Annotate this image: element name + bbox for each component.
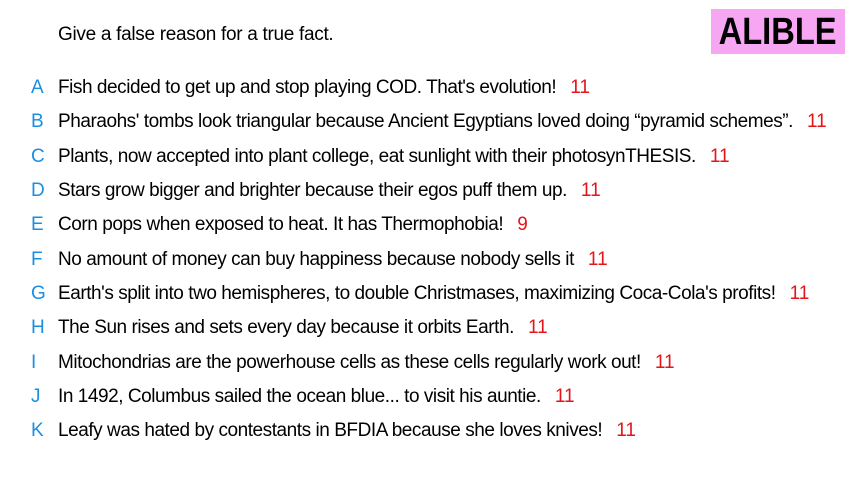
answer-text: Pharaohs' tombs look triangular because Ancient Egyptians loved doing “pyramid schemes”. — [58, 111, 794, 133]
answer-score: 11 — [554, 385, 575, 407]
answer-score: 11 — [789, 282, 810, 304]
answer-row-d[interactable] — [0, 174, 853, 208]
answer-text: The Sun rises and sets every day because it orbits Earth. — [58, 317, 514, 339]
answer-text: Fish decided to get up and stop playing COD. That's evolution! — [58, 77, 557, 99]
prompt-text: Give a false reason for a true fact. — [58, 24, 334, 45]
answer-letter: A — [31, 77, 44, 99]
answer-row-b[interactable] — [0, 105, 853, 139]
answer-letter: J — [31, 385, 41, 407]
answer-row-f[interactable] — [0, 242, 853, 276]
answer-score: 11 — [616, 420, 636, 442]
answer-row-h[interactable] — [0, 311, 853, 345]
answer-row-c[interactable] — [0, 140, 853, 174]
answer-score: 11 — [587, 248, 608, 270]
answer-text: Corn pops when exposed to heat. It has Thermophobia! — [58, 214, 504, 236]
alible-badge — [711, 9, 845, 54]
answer-score: 9 — [517, 214, 528, 236]
answer-text: In 1492, Columbus sailed the ocean blue... to visit his auntie. — [58, 385, 541, 407]
answer-score: 11 — [570, 77, 590, 99]
answer-letter: I — [31, 351, 37, 373]
answer-row-a[interactable] — [0, 71, 853, 105]
answer-row-i[interactable] — [0, 345, 853, 379]
answer-row-e[interactable] — [0, 208, 853, 242]
answer-list — [0, 71, 853, 448]
answer-score: 11 — [580, 180, 601, 202]
answer-letter: K — [31, 420, 44, 442]
answer-letter: B — [31, 111, 44, 133]
answer-score: 11 — [807, 111, 827, 133]
answer-row-k[interactable] — [0, 414, 853, 448]
answer-row-g[interactable] — [0, 277, 853, 311]
badge-label: ALIBLE — [718, 10, 838, 53]
answer-letter: C — [31, 145, 45, 167]
answer-score: 11 — [709, 145, 730, 167]
answer-letter: F — [31, 248, 43, 270]
answer-text: Earth's split into two hemispheres, to double Christmases, maximizing Coca-Cola's profits! — [58, 282, 776, 304]
answer-letter: D — [31, 180, 45, 202]
answer-letter: H — [31, 317, 45, 339]
answer-letter: G — [31, 282, 46, 304]
answer-text: No amount of money can buy happiness because nobody sells it — [58, 248, 574, 270]
answer-text: Leafy was hated by contestants in BFDIA because she loves knives! — [58, 420, 603, 442]
answer-text: Stars grow bigger and brighter because their egos puff them up. — [58, 180, 567, 202]
answer-score: 11 — [527, 317, 548, 339]
answer-row-j[interactable] — [0, 380, 853, 414]
answer-letter: E — [31, 214, 44, 236]
answer-score: 11 — [654, 351, 675, 373]
answer-text: Plants, now accepted into plant college, eat sunlight with their photosynTHESIS. — [58, 145, 696, 167]
answer-text: Mitochondrias are the powerhouse cells as these cells regularly work out! — [58, 351, 641, 373]
